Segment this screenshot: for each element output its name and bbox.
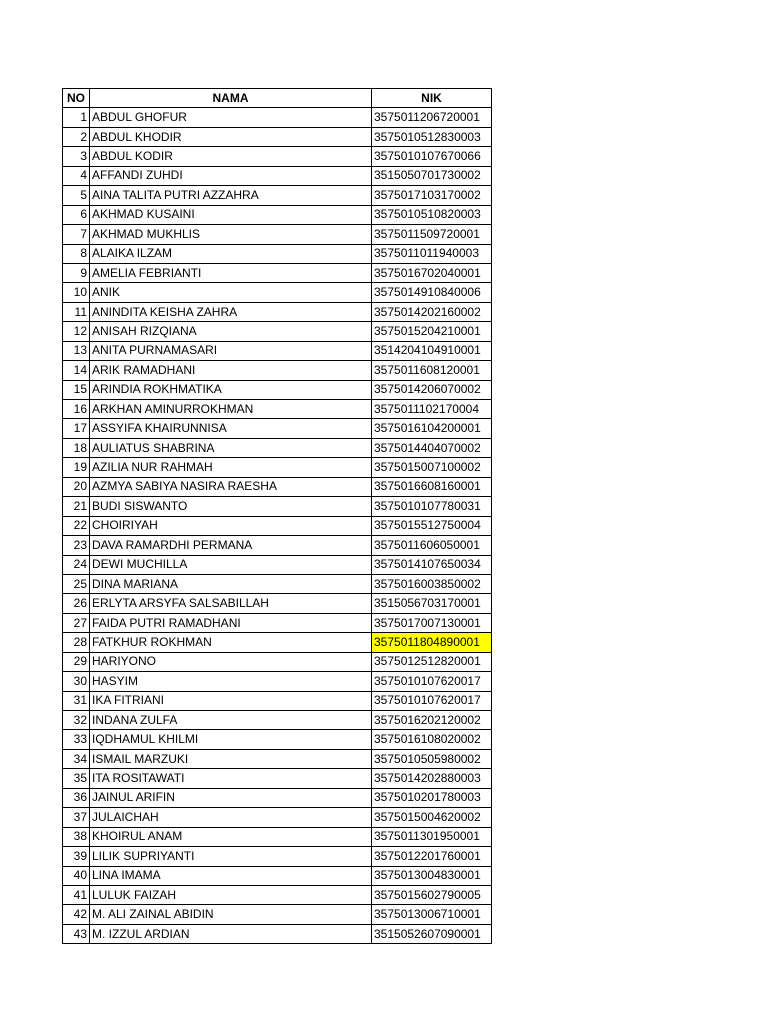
cell-nama[interactable]: BUDI SISWANTO xyxy=(90,497,372,516)
table-row xyxy=(63,361,492,380)
cell-nama[interactable]: AFFANDI ZUHDI xyxy=(90,166,372,185)
cell-nik[interactable]: 3575016702040001 xyxy=(372,263,492,282)
cell-nama[interactable]: DAVA RAMARDHI PERMANA xyxy=(90,536,372,555)
table-row xyxy=(63,847,492,866)
cell-no[interactable]: 14 xyxy=(63,361,90,380)
cell-nik[interactable]: 3575012512820001 xyxy=(372,652,492,671)
cell-nama[interactable]: HARIYONO xyxy=(90,652,372,671)
cell-no[interactable]: 22 xyxy=(63,516,90,535)
cell-no[interactable]: 34 xyxy=(63,749,90,768)
cell-nama[interactable]: ABDUL KHODIR xyxy=(90,127,372,146)
cell-nama[interactable]: LILIK SUPRIYANTI xyxy=(90,847,372,866)
cell-no[interactable]: 38 xyxy=(63,827,90,846)
table-row xyxy=(63,225,492,244)
cell-no[interactable]: 18 xyxy=(63,438,90,457)
cell-no[interactable]: 4 xyxy=(63,166,90,185)
cell-no[interactable]: 6 xyxy=(63,205,90,224)
cell-nik[interactable]: 3575014202880003 xyxy=(372,769,492,788)
cell-nik[interactable]: 3575011608120001 xyxy=(372,361,492,380)
cell-no[interactable]: 1 xyxy=(63,108,90,127)
table-row xyxy=(63,555,492,574)
cell-nama[interactable]: ARKHAN AMINURROKHMAN xyxy=(90,400,372,419)
cell-no[interactable]: 26 xyxy=(63,594,90,613)
cell-nama[interactable]: FATKHUR ROKHMAN xyxy=(90,633,372,652)
cell-no[interactable]: 39 xyxy=(63,847,90,866)
cell-no[interactable]: 15 xyxy=(63,380,90,399)
cell-nik[interactable]: 3575015007100002 xyxy=(372,458,492,477)
cell-nama[interactable]: AMELIA FEBRIANTI xyxy=(90,263,372,282)
cell-nik[interactable]: 3575016108020002 xyxy=(372,730,492,749)
cell-nik[interactable]: 3515050701730002 xyxy=(372,166,492,185)
table-row xyxy=(63,166,492,185)
cell-no[interactable]: 36 xyxy=(63,788,90,807)
cell-nama[interactable]: ANISAH RIZQIANA xyxy=(90,322,372,341)
cell-no[interactable]: 5 xyxy=(63,186,90,205)
header-row xyxy=(63,89,492,108)
cell-nama[interactable]: HASYIM xyxy=(90,672,372,691)
table-row xyxy=(63,477,492,496)
cell-nik[interactable]: 3575017007130001 xyxy=(372,613,492,632)
table-row xyxy=(63,497,492,516)
cell-nik[interactable]: 3575015602790005 xyxy=(372,885,492,904)
cell-nama[interactable]: ANINDITA KEISHA ZAHRA xyxy=(90,302,372,321)
table-row xyxy=(63,438,492,457)
cell-no[interactable]: 23 xyxy=(63,536,90,555)
cell-nik[interactable]: 3575012201760001 xyxy=(372,847,492,866)
cell-nama[interactable]: M. IZZUL ARDIAN xyxy=(90,924,372,943)
cell-no[interactable]: 43 xyxy=(63,924,90,943)
cell-nama[interactable]: ABDUL KODIR xyxy=(90,147,372,166)
cell-no[interactable]: 30 xyxy=(63,672,90,691)
table-row xyxy=(63,885,492,904)
cell-no[interactable]: 42 xyxy=(63,905,90,924)
table-row xyxy=(63,419,492,438)
cell-no[interactable]: 25 xyxy=(63,574,90,593)
cell-nik[interactable]: 3575014202160002 xyxy=(372,302,492,321)
header-nik[interactable]: NIK xyxy=(372,89,492,108)
cell-nik[interactable]: 3575010505980002 xyxy=(372,749,492,768)
cell-no[interactable]: 3 xyxy=(63,147,90,166)
cell-no[interactable]: 19 xyxy=(63,458,90,477)
cell-nik[interactable]: 3575015512750004 xyxy=(372,516,492,535)
cell-nik[interactable]: 3575011206720001 xyxy=(372,108,492,127)
cell-nama[interactable]: ARINDIA ROKHMATIKA xyxy=(90,380,372,399)
cell-nik[interactable]: 3575010107670066 xyxy=(372,147,492,166)
cell-nama[interactable]: AZMYA SABIYA NASIRA RAESHA xyxy=(90,477,372,496)
cell-nama[interactable]: ERLYTA ARSYFA SALSABILLAH xyxy=(90,594,372,613)
cell-nik[interactable]: 3575010107620017 xyxy=(372,691,492,710)
cell-no[interactable]: 9 xyxy=(63,263,90,282)
cell-nik[interactable]: 3575014910840006 xyxy=(372,283,492,302)
table-header xyxy=(63,89,492,108)
cell-no[interactable]: 33 xyxy=(63,730,90,749)
cell-nama[interactable]: ANITA PURNAMASARI xyxy=(90,341,372,360)
cell-nama[interactable]: CHOIRIYAH xyxy=(90,516,372,535)
cell-no[interactable]: 2 xyxy=(63,127,90,146)
cell-nama[interactable]: ISMAIL MARZUKI xyxy=(90,749,372,768)
table-row xyxy=(63,536,492,555)
table-row xyxy=(63,400,492,419)
cell-nama[interactable]: KHOIRUL ANAM xyxy=(90,827,372,846)
cell-nik[interactable]: 3515052607090001 xyxy=(372,924,492,943)
cell-nama[interactable]: AKHMAD KUSAINI xyxy=(90,205,372,224)
cell-no[interactable]: 37 xyxy=(63,808,90,827)
cell-no[interactable]: 40 xyxy=(63,866,90,885)
table-row xyxy=(63,380,492,399)
cell-nama[interactable]: AZILIA NUR RAHMAH xyxy=(90,458,372,477)
cell-nik[interactable]: 3575011804890001 xyxy=(372,633,492,652)
cell-nik[interactable]: 3575016608160001 xyxy=(372,477,492,496)
cell-nik[interactable]: 3575010107620017 xyxy=(372,672,492,691)
cell-no[interactable]: 20 xyxy=(63,477,90,496)
table-row xyxy=(63,244,492,263)
cell-nik[interactable]: 3575010512830003 xyxy=(372,127,492,146)
cell-nik[interactable]: 3575011102170004 xyxy=(372,400,492,419)
cell-nama[interactable]: DEWI MUCHILLA xyxy=(90,555,372,574)
table-row xyxy=(63,808,492,827)
cell-nik[interactable]: 3575016202120002 xyxy=(372,711,492,730)
cell-no[interactable]: 16 xyxy=(63,400,90,419)
table-row xyxy=(63,205,492,224)
cell-nik[interactable]: 3575014206070002 xyxy=(372,380,492,399)
cell-nik[interactable]: 3575010107780031 xyxy=(372,497,492,516)
cell-no[interactable]: 7 xyxy=(63,225,90,244)
cell-nama[interactable]: FAIDA PUTRI RAMADHANI xyxy=(90,613,372,632)
table-row xyxy=(63,594,492,613)
table-row xyxy=(63,613,492,632)
table-row xyxy=(63,186,492,205)
cell-no[interactable]: 24 xyxy=(63,555,90,574)
cell-nik[interactable]: 3575016003850002 xyxy=(372,574,492,593)
cell-no[interactable]: 28 xyxy=(63,633,90,652)
cell-nama[interactable]: JULAICHAH xyxy=(90,808,372,827)
table-row xyxy=(63,652,492,671)
cell-nama[interactable]: JAINUL ARIFIN xyxy=(90,788,372,807)
cell-nik[interactable]: 3575013004830001 xyxy=(372,866,492,885)
table-row xyxy=(63,691,492,710)
table-row xyxy=(63,866,492,885)
cell-no[interactable]: 35 xyxy=(63,769,90,788)
cell-nama[interactable]: ANIK xyxy=(90,283,372,302)
header-no[interactable]: NO xyxy=(63,89,90,108)
cell-nik[interactable]: 3575011606050001 xyxy=(372,536,492,555)
cell-no[interactable]: 41 xyxy=(63,885,90,904)
cell-no[interactable]: 21 xyxy=(63,497,90,516)
table-row xyxy=(63,711,492,730)
cell-nama[interactable]: ARIK RAMADHANI xyxy=(90,361,372,380)
cell-nama[interactable]: ASSYIFA KHAIRUNNISA xyxy=(90,419,372,438)
table-row xyxy=(63,672,492,691)
cell-no[interactable]: 17 xyxy=(63,419,90,438)
cell-nik[interactable]: 3575011509720001 xyxy=(372,225,492,244)
cell-no[interactable]: 32 xyxy=(63,711,90,730)
table-row xyxy=(63,302,492,321)
cell-nik[interactable]: 3575013006710001 xyxy=(372,905,492,924)
cell-nik[interactable]: 3575011011940003 xyxy=(372,244,492,263)
table-row xyxy=(63,263,492,282)
cell-nama[interactable]: ABDUL GHOFUR xyxy=(90,108,372,127)
cell-no[interactable]: 10 xyxy=(63,283,90,302)
table-body xyxy=(63,108,492,944)
table-row xyxy=(63,749,492,768)
table-row xyxy=(63,322,492,341)
table-row xyxy=(63,633,492,652)
table-row xyxy=(63,924,492,943)
cell-no[interactable]: 12 xyxy=(63,322,90,341)
cell-no[interactable]: 11 xyxy=(63,302,90,321)
cell-nik[interactable]: 3575010510820003 xyxy=(372,205,492,224)
cell-nama[interactable]: INDANA ZULFA xyxy=(90,711,372,730)
table-row xyxy=(63,127,492,146)
cell-no[interactable]: 8 xyxy=(63,244,90,263)
table-row xyxy=(63,769,492,788)
cell-nik[interactable]: 3575016104200001 xyxy=(372,419,492,438)
cell-nik[interactable]: 3575014107650034 xyxy=(372,555,492,574)
cell-nama[interactable]: IKA FITRIANI xyxy=(90,691,372,710)
table-row xyxy=(63,574,492,593)
cell-nik[interactable]: 3575017103170002 xyxy=(372,186,492,205)
cell-nik[interactable]: 3515056703170001 xyxy=(372,594,492,613)
cell-nama[interactable]: ITA ROSITAWATI xyxy=(90,769,372,788)
table-row xyxy=(63,827,492,846)
table-row xyxy=(63,788,492,807)
cell-nama[interactable]: ALAIKA ILZAM xyxy=(90,244,372,263)
cell-nik[interactable]: 3514204104910001 xyxy=(372,341,492,360)
table-row xyxy=(63,283,492,302)
cell-no[interactable]: 31 xyxy=(63,691,90,710)
resident-table xyxy=(62,88,492,944)
cell-nama[interactable]: DINA MARIANA xyxy=(90,574,372,593)
cell-nik[interactable]: 3575015004620002 xyxy=(372,808,492,827)
cell-nama[interactable]: LULUK FAIZAH xyxy=(90,885,372,904)
cell-no[interactable]: 13 xyxy=(63,341,90,360)
cell-no[interactable]: 27 xyxy=(63,613,90,632)
table-row xyxy=(63,730,492,749)
cell-no[interactable]: 29 xyxy=(63,652,90,671)
table-row xyxy=(63,516,492,535)
cell-nama[interactable]: AINA TALITA PUTRI AZZAHRA xyxy=(90,186,372,205)
cell-nik[interactable]: 3575010201780003 xyxy=(372,788,492,807)
cell-nik[interactable]: 3575014404070002 xyxy=(372,438,492,457)
cell-nik[interactable]: 3575011301950001 xyxy=(372,827,492,846)
table-row xyxy=(63,147,492,166)
table-row xyxy=(63,108,492,127)
table-row xyxy=(63,905,492,924)
cell-nama[interactable]: M. ALI ZAINAL ABIDIN xyxy=(90,905,372,924)
table-row xyxy=(63,341,492,360)
cell-nama[interactable]: AKHMAD MUKHLIS xyxy=(90,225,372,244)
table-row xyxy=(63,458,492,477)
cell-nama[interactable]: AULIATUS SHABRINA xyxy=(90,438,372,457)
header-nama[interactable]: NAMA xyxy=(90,89,372,108)
cell-nik[interactable]: 3575015204210001 xyxy=(372,322,492,341)
cell-nama[interactable]: LINA IMAMA xyxy=(90,866,372,885)
cell-nama[interactable]: IQDHAMUL KHILMI xyxy=(90,730,372,749)
